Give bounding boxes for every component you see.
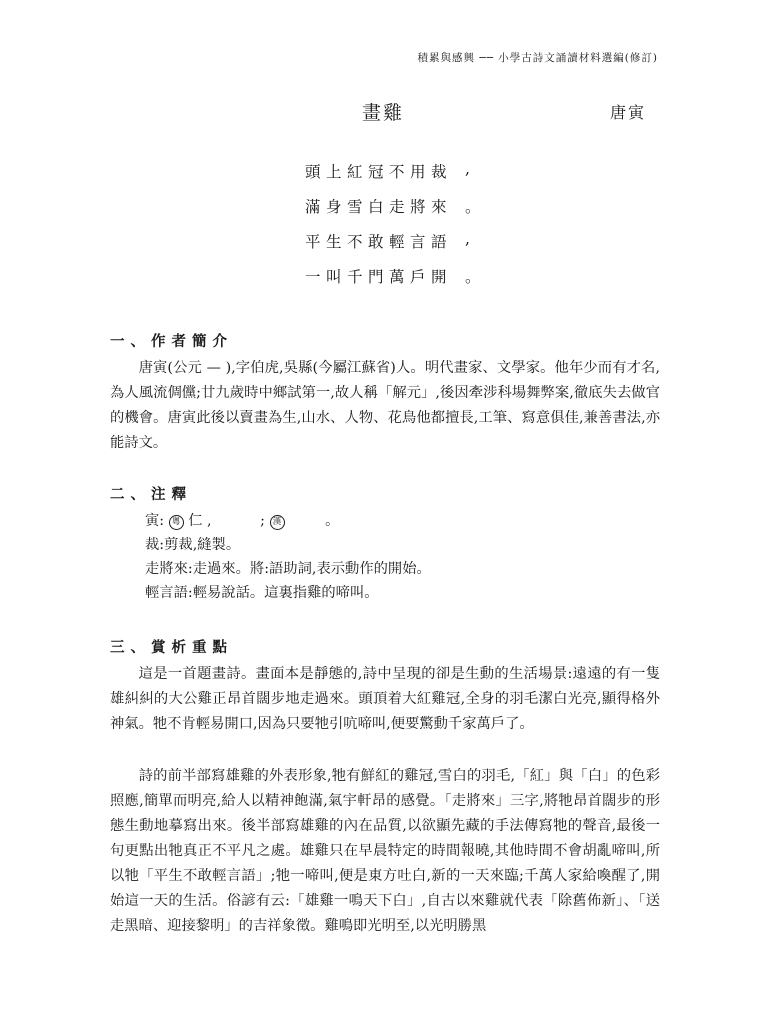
note-item: 走將來:走過來。將:語助詞,表示動作的開始。 — [145, 561, 431, 577]
poem-line-text: 頭上紅冠不用裁 — [305, 163, 453, 181]
note-item: 輕言語:輕易說話。這裏指雞的啼叫。 — [145, 585, 379, 601]
poem-line-punct: , — [465, 160, 476, 178]
note-end: 。 — [325, 513, 340, 529]
section-heading-notes: 二、注釋 — [110, 486, 192, 503]
analysis-paragraph: 詩的前半部寫雄雞的外表形象,牠有鮮紅的雞冠,雪白的羽毛,「紅」與「白」的色彩照應,簡單而明亮,給人以精神飽滿,氣宇軒昂的感覺。「走將來」三字,將牠昂首闊步的形態生動地摹寫出來。後半部寫雄雞的內在品質,以欲顯先藏的手法傳寫牠的聲音,最後一句更點出牠真正不平凡之處。雄雞只在早晨特定的時間報曉,其他時間不會胡亂啼叫,所以牠「平生不敢輕言語」;牠一啼叫,便是東方吐白,新的一天來臨;千萬人家給喚醒了,開始這一天的生活。俗諺有云:「雄雞一鳴天下白」,自古以來雞就代表「除舊佈新」、「送走黑暗、迎接黎明」的吉祥象徵。雞鳴即光明至,以光明勝黑 — [110, 768, 660, 934]
poem-line — [305, 160, 476, 195]
note-term: 寅: — [145, 513, 165, 529]
running-header: 積累與感興 ── 小學古詩文誦讀材料選編(修訂) — [417, 52, 658, 64]
poem-line-punct: 。 — [465, 198, 487, 216]
poem-line-text: 滿身雪白走將來 — [305, 198, 453, 216]
poem-line-punct: 。 — [465, 268, 487, 286]
author-paragraph: 唐寅(公元 — ),字伯虎,吳縣(今屬江蘇省)人。明代畫家、文學家。他年少而有才名,為人風流倜儻;廿九歲時中鄉試第一,故人稱「解元」,後因牽涉科場舞弊案,徹底失去做官的機會。唐寅此後以賣畫為生,山水、人物、花鳥他都擅長,工筆、寫意俱佳,兼善書法,亦能詩文。 — [110, 360, 660, 451]
poem-line-text: 平生不敢輕言語 — [305, 233, 453, 251]
note-reading: 仁 , — [188, 513, 212, 529]
mandarin-mark-icon: 漢 — [270, 515, 285, 530]
poem-line — [305, 195, 487, 230]
poem-author: 唐寅 — [610, 103, 647, 122]
note-item: 裁:剪裁,縫製。 — [145, 537, 241, 553]
section-heading-analysis: 三、賞析重點 — [110, 639, 233, 656]
poem-line — [305, 265, 487, 300]
poem-body — [305, 160, 487, 300]
analysis-paragraph: 這是一首題畫詩。畫面本是靜態的,詩中呈現的卻是生動的生活場景:遠遠的有一隻雄糾糾的大公雞正昂首闊步地走過來。頭頂着大紅雞冠,全身的羽毛潔白光亮,顯得格外神氣。牠不肯輕易開口,因為只要牠引吭啼叫,便要驚動千家萬戶了。 — [110, 666, 660, 732]
poem-line — [305, 230, 476, 265]
poem-title: 畫雞 — [362, 102, 405, 124]
poem-line-text: 一叫千門萬戶開 — [305, 268, 453, 286]
note-separator: ; — [260, 513, 265, 529]
note-item — [145, 510, 339, 530]
poem-line-punct: , — [465, 230, 476, 248]
cantonese-mark-icon: 粵 — [169, 515, 184, 530]
section-heading-author: 一、作者簡介 — [110, 333, 233, 350]
